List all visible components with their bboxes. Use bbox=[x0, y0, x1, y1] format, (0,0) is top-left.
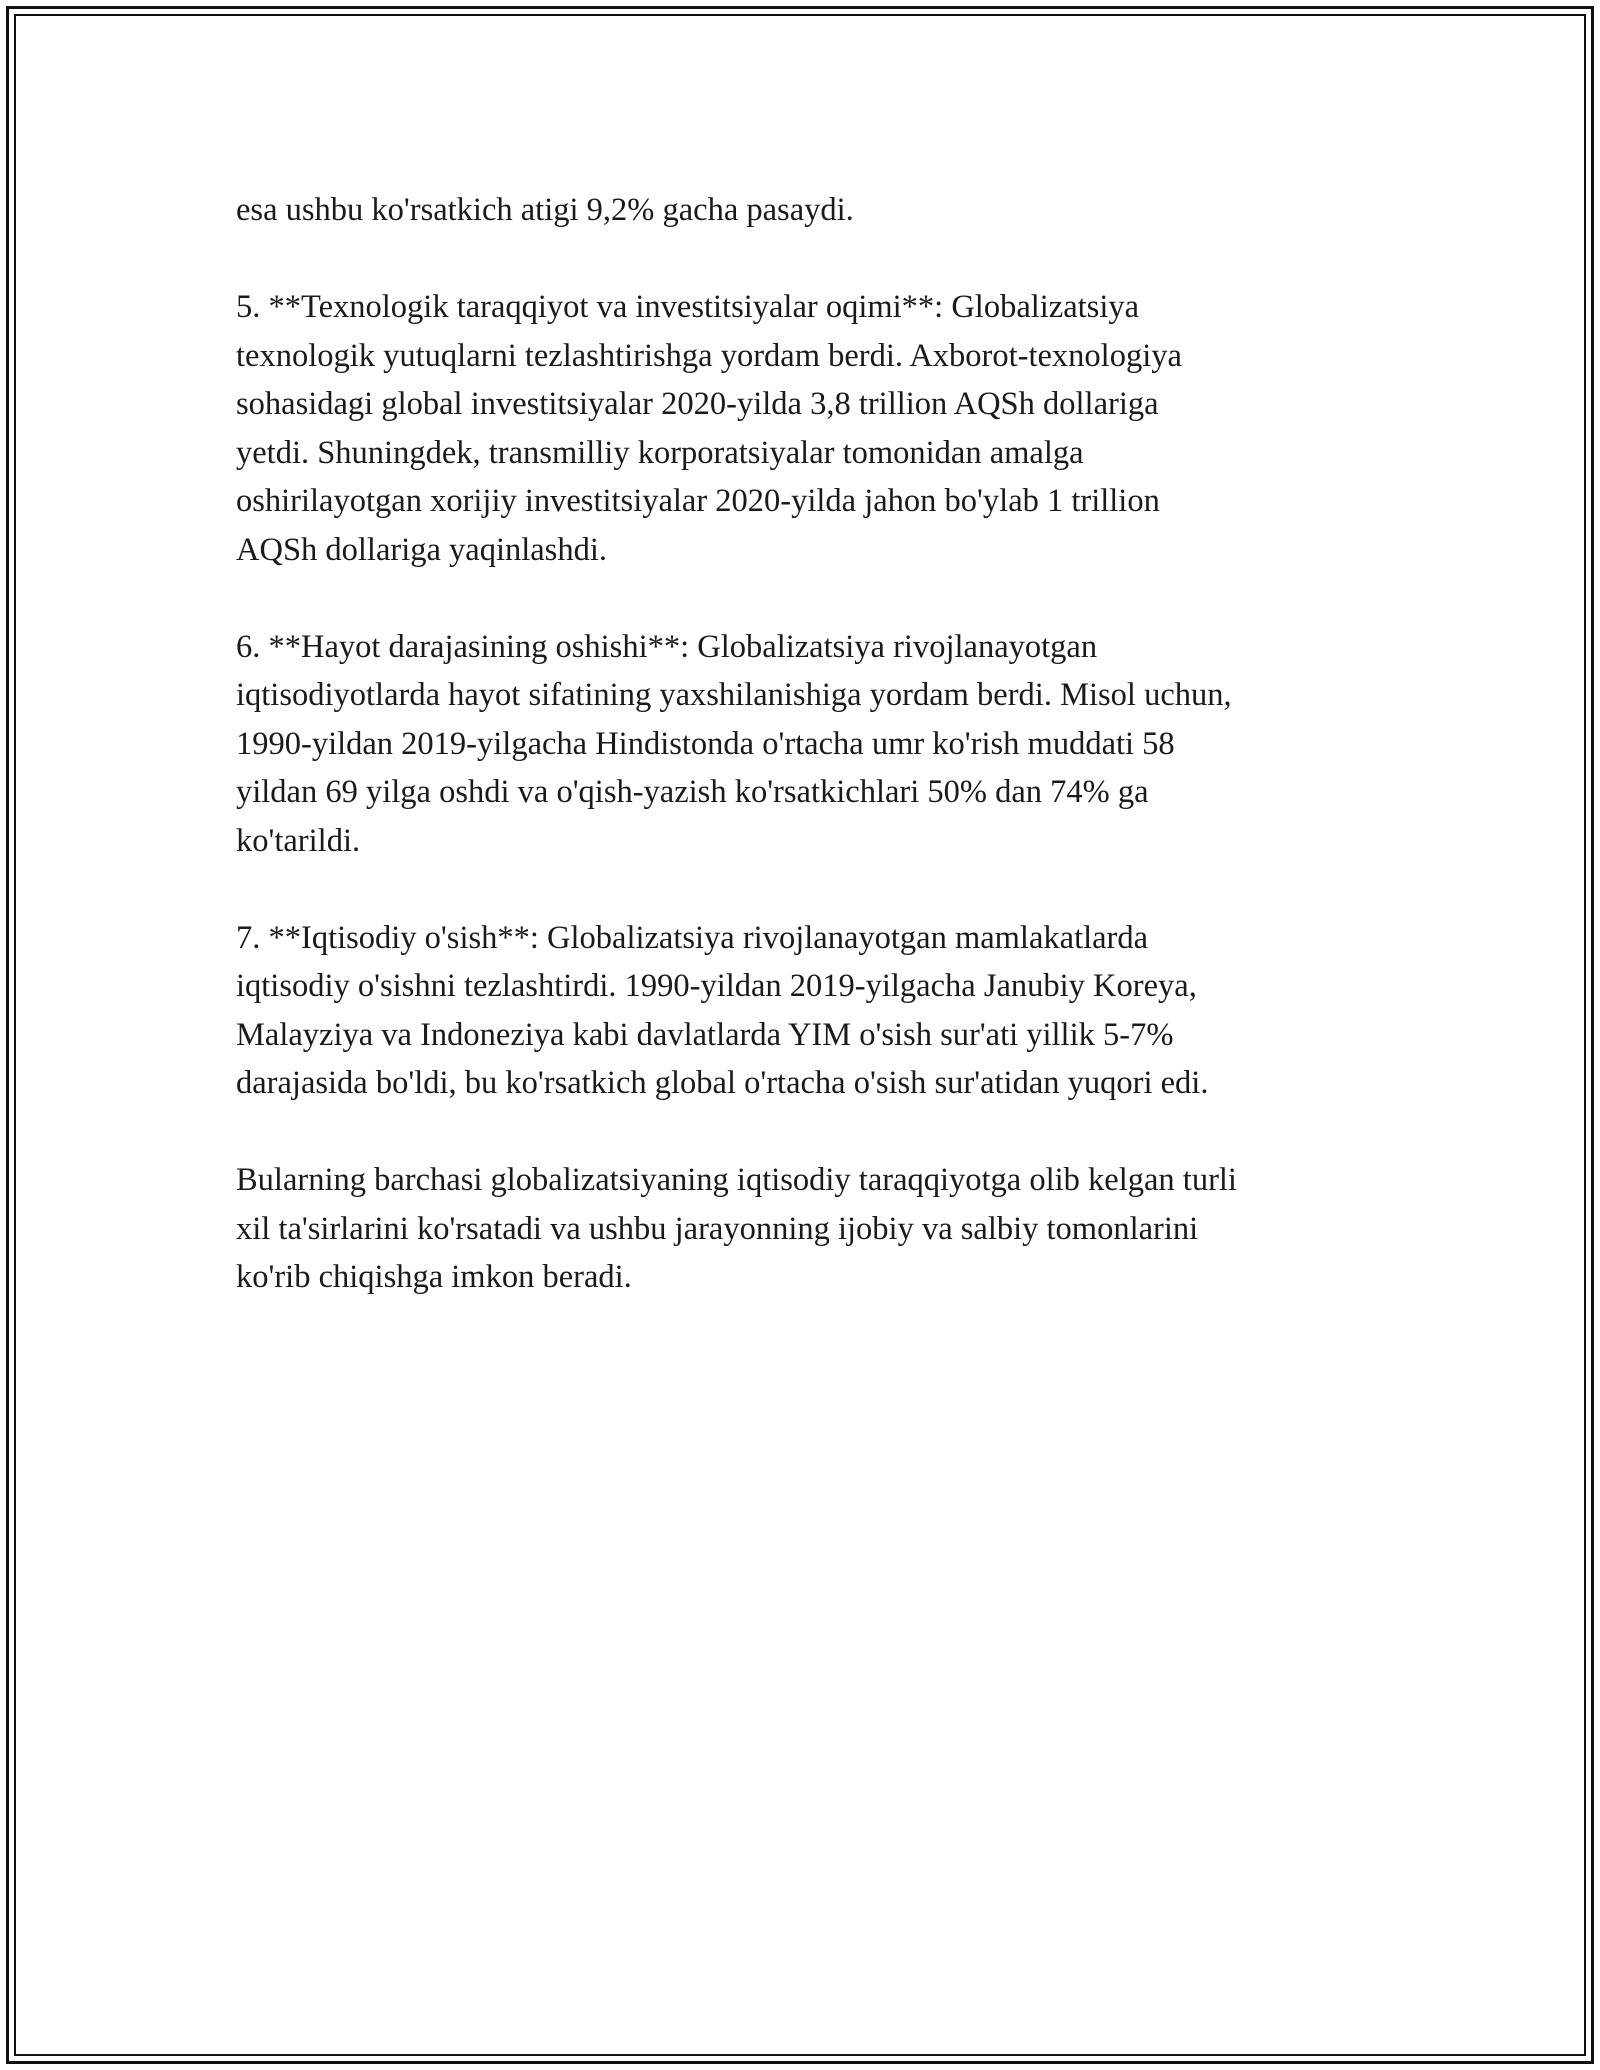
paragraph-conclusion: Bularning barchasi globalizatsiyaning iqtisodiy taraqqiyotga olib kelgan turli xil ta'sirlarini ko'rsatadi va ushbu jarayonning ijobiy va salbiy tomonlarini ko'rib chiqishga imkon beradi. bbox=[236, 1162, 1237, 1295]
document-body bbox=[236, 186, 1376, 1350]
paragraph-economic-growth: 7. **Iqtisodiy o'sish**: Globalizatsiya rivojlanayotgan mamlakatlarda iqtisodiy o'sishni tezlashtirdi. 1990-yildan 2019-yilgacha Janubiy Koreya, Malayziya va Indoneziya kabi davlatlarda YIM o'sish sur'ati yillik 5-7% darajasida bo'ldi, bu ko'rsatkich global o'rtacha o'sish sur'atidan yuqori edi. bbox=[236, 919, 1209, 1101]
paragraph-technology-investment: 5. **Texnologik taraqqiyot va investitsiyalar oqimi**: Globalizatsiya texnologik yutuqlarni tezlashtirishga yordam berdi. Axborot-texnologiya sohasidagi global investitsiyalar 2020-yilda 3,8 trillion AQSh dollariga yetdi. Shuningdek, transmilliy korporatsiyalar tomonidan amalga oshirilayotgan xorijiy investitsiyalar 2020-yilda jahon bo'ylab 1 trillion AQSh dollariga yaqinlashdi. bbox=[236, 289, 1182, 568]
paragraph-living-standards: 6. **Hayot darajasining oshishi**: Globalizatsiya rivojlanayotgan iqtisodiyotlarda hayot sifatining yaxshilanishiga yordam berdi. Misol uchun, 1990-yildan 2019-yilgacha Hindistonda o'rtacha umr ko'rish muddati 58 yildan 69 yilga oshdi va o'qish-yazish ko'rsatkichlari 50% dan 74% ga ko'tarildi. bbox=[236, 628, 1232, 859]
paragraph-continuation: esa ushbu ko'rsatkich atigi 9,2% gacha pasaydi. bbox=[236, 192, 854, 228]
